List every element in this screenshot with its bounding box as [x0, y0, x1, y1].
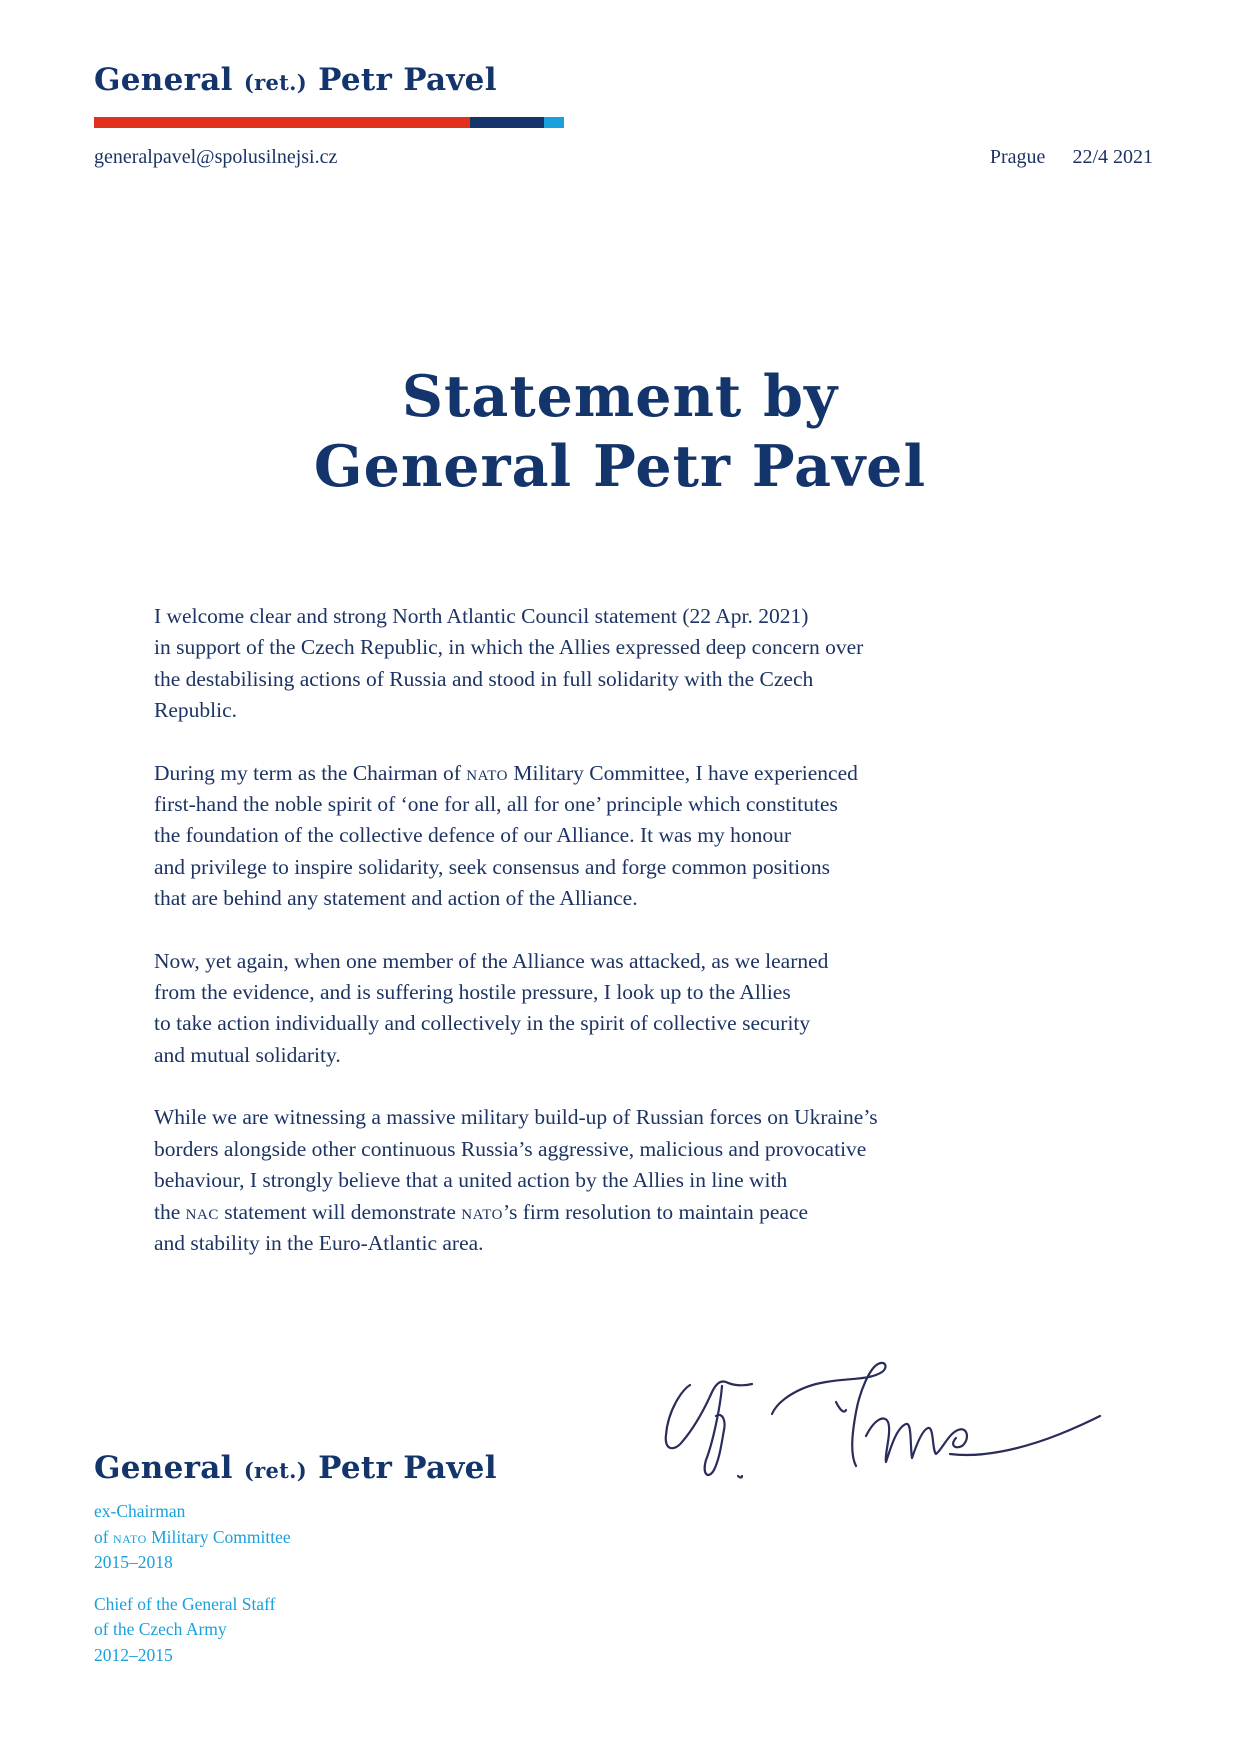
text-segment: ’s firm resolution to maintain peace	[502, 1199, 809, 1224]
handwritten-signature	[660, 1350, 1140, 1500]
paragraph-4	[154, 1102, 1094, 1259]
body-line: and mutual solidarity.	[154, 1042, 341, 1067]
document-title	[0, 362, 1240, 502]
header-name-first: General	[94, 62, 233, 98]
header-name	[94, 62, 497, 98]
body-line: to take action individually and collectively in the spirit of collective security	[154, 1011, 811, 1036]
role-chief-of-staff	[94, 1592, 291, 1669]
text-segment: Military Committee	[151, 1526, 291, 1547]
role-line: of the Czech Army	[94, 1619, 227, 1639]
title-line-1: Statement by	[401, 363, 839, 430]
title-line-2: General Petr Pavel	[313, 433, 927, 500]
text-segment: statement will demonstrate	[224, 1199, 456, 1224]
place: Prague	[989, 146, 1046, 168]
header-name-ret: (ret.)	[243, 70, 307, 95]
role-years: 2015–2018	[94, 1552, 173, 1572]
footer-name-ret: (ret.)	[243, 1458, 307, 1483]
flag-bar-red	[94, 117, 470, 128]
role-nato-chairman	[94, 1499, 291, 1576]
role-line	[94, 1525, 291, 1551]
text-segment: the	[154, 1199, 181, 1224]
body-line: borders alongside other continuous Russia’s aggressive, malicious and provocative	[154, 1136, 867, 1161]
paragraph-2	[154, 758, 1094, 915]
flag-bar-navy	[470, 117, 544, 128]
body-line: the foundation of the collective defence of our Alliance. It was my honour	[154, 823, 792, 848]
body-line: first-hand the noble spirit of ‘one for all, all for one’ principle which constitutes	[154, 792, 838, 817]
body-line: While we are witnessing a massive military build-up of Russian forces on Ukraine’s	[154, 1105, 878, 1130]
abbr-nato: nato	[466, 760, 509, 785]
role-years: 2012–2015	[94, 1644, 173, 1665]
paragraph-3	[154, 946, 1094, 1072]
place-date	[990, 146, 1153, 169]
abbr-nato: nato	[461, 1199, 503, 1224]
body-line	[154, 1197, 1094, 1228]
paragraph-1	[154, 601, 1094, 727]
date: 22/4 2021	[1072, 146, 1153, 168]
abbr-nato: nato	[112, 1526, 147, 1547]
text-segment: During my term as the Chairman of	[154, 760, 461, 785]
text-segment: of	[94, 1526, 109, 1547]
body-line: behaviour, I strongly believe that a united action by the Allies in line with	[154, 1168, 788, 1193]
flag-color-bar	[94, 117, 564, 128]
body-line: from the evidence, and is suffering hostile pressure, I look up to the Allies	[154, 980, 791, 1005]
body-line: and privilege to inspire solidarity, seek consensus and forge common positions	[154, 854, 830, 879]
text-segment: Military Committee, I have experienced	[513, 760, 858, 785]
body-line: I welcome clear and strong North Atlantic Council statement (22 Apr. 2021)	[154, 604, 809, 628]
roles-list	[94, 1499, 291, 1684]
footer-name-last: Petr Pavel	[318, 1450, 497, 1486]
role-line: ex-Chairman	[94, 1501, 186, 1521]
footer-name	[94, 1450, 497, 1486]
statement-body	[154, 601, 1094, 1290]
body-line: that are behind any statement and action of the Alliance.	[154, 886, 638, 911]
body-line: Republic.	[154, 698, 237, 723]
footer-name-first: General	[94, 1450, 233, 1486]
header-name-last: Petr Pavel	[318, 62, 497, 98]
body-line: in support of the Czech Republic, in which the Allies expressed deep concern over	[154, 635, 864, 660]
email-address[interactable]: generalpavel@spolusilnejsi.cz	[94, 146, 338, 168]
flag-bar-cyan	[544, 117, 564, 128]
role-line: Chief of the General Staff	[94, 1593, 276, 1614]
abbr-nac: nac	[185, 1199, 219, 1224]
body-line: and stability in the Euro-Atlantic area.	[154, 1230, 484, 1255]
body-line: Now, yet again, when one member of the Alliance was attacked, as we learned	[154, 948, 829, 973]
body-line: the destabilising actions of Russia and stood in full solidarity with the Czech	[154, 666, 814, 691]
body-line	[154, 758, 1094, 789]
